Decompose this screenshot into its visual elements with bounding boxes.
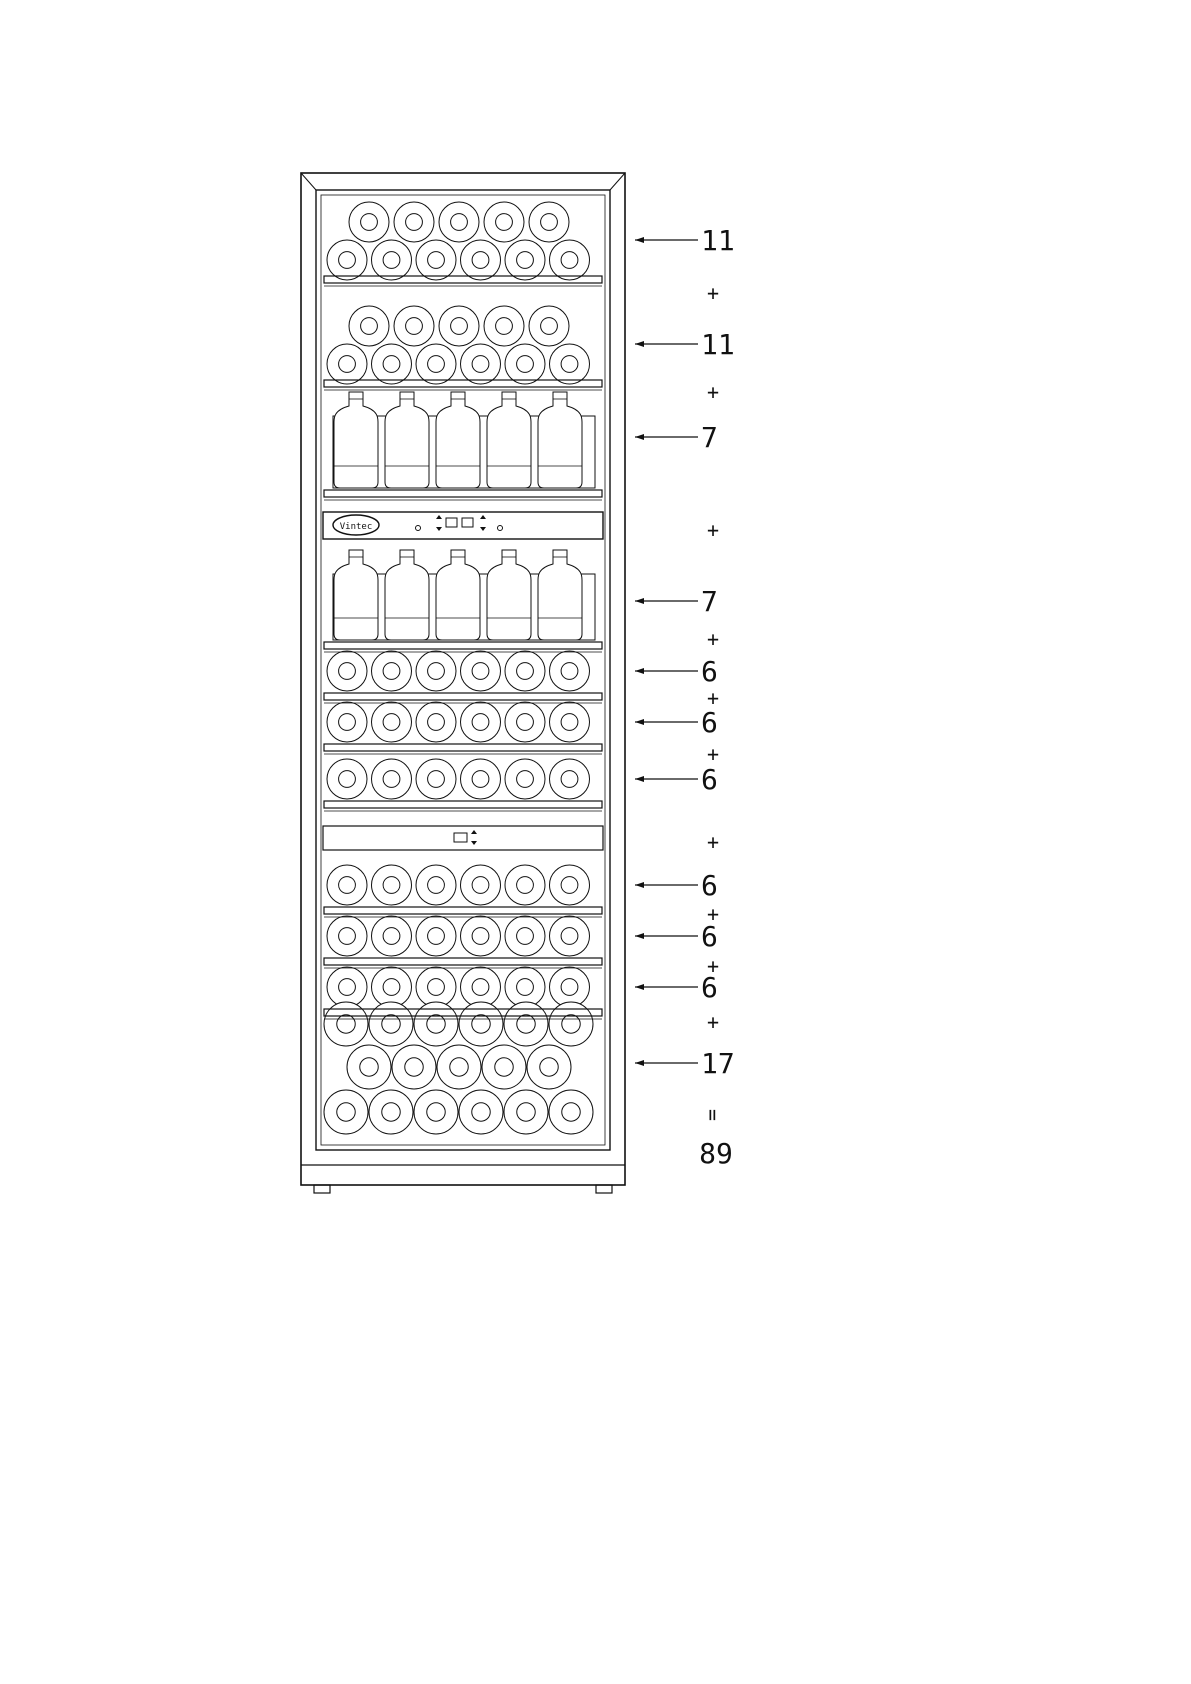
shelf-rail <box>324 801 602 808</box>
bottle-neck <box>496 214 513 231</box>
bottle-neck <box>517 928 534 945</box>
bottle-neck <box>517 877 534 894</box>
bottle-outline <box>385 392 429 488</box>
bottle-neck <box>406 214 423 231</box>
arrowhead-icon <box>635 776 644 782</box>
bottle-end <box>439 306 479 346</box>
plus-sign: + <box>706 954 720 978</box>
bottle-end <box>461 240 501 280</box>
bottle-neck <box>562 1103 580 1121</box>
lower-temp-display <box>454 833 467 842</box>
bottle-end <box>394 202 434 242</box>
bottle-neck <box>428 928 445 945</box>
plus-sign: + <box>706 1010 720 1034</box>
bottle-neck <box>406 318 423 335</box>
upright-tray <box>333 550 595 640</box>
arrowhead-icon <box>635 341 644 347</box>
bottle-neck <box>451 318 468 335</box>
shelf-count-label: 6 <box>701 763 718 796</box>
bottle-neck <box>451 214 468 231</box>
shelf-rail <box>324 490 602 497</box>
up-arrow-icon <box>480 515 486 519</box>
bottle-neck <box>472 928 489 945</box>
bottle-neck <box>383 979 400 996</box>
shelf-count-label: 6 <box>701 706 718 739</box>
down-arrow-icon <box>480 527 486 531</box>
count-callout <box>635 706 718 739</box>
bottle-outline <box>334 392 378 488</box>
bottle-neck <box>561 356 578 373</box>
bottle-neck <box>383 928 400 945</box>
shelf-rail <box>324 490 602 500</box>
bottle-neck <box>472 1103 490 1121</box>
bottle-neck <box>561 771 578 788</box>
plus-sign: + <box>706 902 720 926</box>
bottle-neck <box>561 252 578 269</box>
count-callout <box>635 869 718 902</box>
shelf-rail <box>324 907 602 917</box>
bottle-end <box>327 702 367 742</box>
bottle-end <box>505 759 545 799</box>
bottle-end <box>327 916 367 956</box>
arrowhead-icon <box>635 1060 644 1066</box>
bottle-neck <box>339 928 356 945</box>
bottle-neck <box>517 714 534 731</box>
shelf-2-double-row <box>327 306 590 384</box>
bottle-end <box>394 306 434 346</box>
temp-display-1 <box>446 518 457 527</box>
bottle-neck <box>517 356 534 373</box>
plus-sign: + <box>706 281 720 305</box>
bottle-end <box>349 306 389 346</box>
upright-bottle <box>538 550 582 640</box>
bottle-end <box>416 702 456 742</box>
bottle-end <box>416 916 456 956</box>
count-callout <box>635 1047 735 1080</box>
upright-bottle <box>538 392 582 488</box>
bottle-neck <box>339 252 356 269</box>
frame-corner-tr <box>610 173 625 190</box>
shelf-rail <box>324 642 602 649</box>
bottle-end <box>416 759 456 799</box>
shelf-rail <box>324 744 602 754</box>
bottle-end <box>549 1090 593 1134</box>
bottle-outline <box>538 392 582 488</box>
bottle-end <box>484 306 524 346</box>
count-callout <box>635 655 718 688</box>
bottle-end <box>550 240 590 280</box>
bottle-neck <box>427 1015 445 1033</box>
bottle-end <box>461 865 501 905</box>
bottle-outline <box>487 550 531 640</box>
bottle-neck <box>383 771 400 788</box>
bottle-end <box>349 202 389 242</box>
upright-bottle <box>334 550 378 640</box>
shelf-4-upright <box>333 550 595 640</box>
bottle-neck <box>496 318 513 335</box>
total-count-label: 89 <box>699 1137 733 1170</box>
bottle-end <box>324 1090 368 1134</box>
bottle-end <box>505 240 545 280</box>
bottle-neck <box>472 252 489 269</box>
bottle-outline <box>538 550 582 640</box>
bottle-neck <box>517 771 534 788</box>
bottle-outline <box>334 550 378 640</box>
shelf-rail <box>324 907 602 914</box>
capacity-annotations <box>635 224 735 1170</box>
bottle-end <box>372 967 412 1007</box>
bottle-end <box>327 759 367 799</box>
bottle-end <box>504 1090 548 1134</box>
shelf-8-single-row <box>327 865 590 905</box>
bottle-neck <box>472 663 489 680</box>
plus-sign: + <box>706 518 720 542</box>
bottle-neck <box>517 979 534 996</box>
shelf-10-single-row <box>327 967 590 1007</box>
shelf-count-label: 17 <box>701 1047 735 1080</box>
shelf-1-double-row <box>327 202 590 280</box>
shelf-count-label: 11 <box>701 328 735 361</box>
shelf-count-label: 11 <box>701 224 735 257</box>
arrowhead-icon <box>635 598 644 604</box>
bottle-end <box>484 202 524 242</box>
shelf-rail <box>324 958 602 965</box>
plus-sign: + <box>706 830 720 854</box>
shelf-5-single-row <box>327 651 590 691</box>
brand-logo-text: Vintec <box>339 522 373 532</box>
bottle-end <box>505 967 545 1007</box>
bottle-neck <box>541 214 558 231</box>
bottle-neck <box>472 714 489 731</box>
arrowhead-icon <box>635 882 644 888</box>
bottle-end <box>327 344 367 384</box>
shelf-7-single-row <box>327 759 590 799</box>
bottle-neck <box>561 979 578 996</box>
frame-corner-tl <box>301 173 316 190</box>
shelf-rail <box>324 744 602 751</box>
bottle-end <box>529 202 569 242</box>
bottle-end <box>327 865 367 905</box>
bottle-end <box>461 651 501 691</box>
bottle-neck <box>428 979 445 996</box>
bottle-end <box>461 759 501 799</box>
upright-bottle <box>436 550 480 640</box>
bottle-neck <box>472 356 489 373</box>
bottle-neck <box>472 771 489 788</box>
bottle-neck <box>427 1103 445 1121</box>
bottle-neck <box>472 877 489 894</box>
bottle-neck <box>428 356 445 373</box>
power-button-icon <box>498 526 503 531</box>
bottle-neck <box>383 663 400 680</box>
bottle-neck <box>383 877 400 894</box>
arrowhead-icon <box>635 719 644 725</box>
bottle-end <box>327 967 367 1007</box>
bottle-neck <box>337 1015 355 1033</box>
upright-bottle <box>487 392 531 488</box>
bottle-end <box>372 865 412 905</box>
bottle-end <box>392 1045 436 1089</box>
bottle-neck <box>383 252 400 269</box>
bottle-end <box>414 1090 458 1134</box>
count-callout <box>635 421 718 454</box>
bottle-end <box>550 651 590 691</box>
light-button-icon <box>416 526 421 531</box>
plus-sign: + <box>706 380 720 404</box>
shelf-3-upright <box>333 392 595 488</box>
upright-tray <box>333 392 595 488</box>
bottle-neck <box>428 877 445 894</box>
shelf-11-stacked <box>324 1002 593 1134</box>
bottle-neck <box>517 1103 535 1121</box>
temp-display-2 <box>462 518 473 527</box>
bottle-end <box>550 865 590 905</box>
bottle-neck <box>383 714 400 731</box>
bottle-end <box>461 916 501 956</box>
bottle-end <box>550 344 590 384</box>
down-arrow-icon <box>471 841 477 845</box>
bottle-neck <box>382 1015 400 1033</box>
bottle-end <box>505 916 545 956</box>
shelf-count-label: 6 <box>701 655 718 688</box>
bottle-end <box>459 1090 503 1134</box>
count-callout <box>635 920 718 953</box>
bottle-end <box>461 702 501 742</box>
arrowhead-icon <box>635 984 644 990</box>
upright-bottle <box>334 392 378 488</box>
bottle-neck <box>562 1015 580 1033</box>
count-callout <box>635 585 718 618</box>
bottle-neck <box>360 1058 378 1076</box>
bottle-neck <box>337 1103 355 1121</box>
arrowhead-icon <box>635 933 644 939</box>
bottle-end <box>372 916 412 956</box>
bottle-end <box>529 306 569 346</box>
bottle-end <box>482 1045 526 1089</box>
bottle-neck <box>361 214 378 231</box>
bottle-end <box>527 1045 571 1089</box>
bottle-outline <box>436 550 480 640</box>
shelf-6-single-row <box>327 702 590 742</box>
bottle-neck <box>383 356 400 373</box>
bottle-neck <box>472 1015 490 1033</box>
shelf-rail <box>324 693 602 700</box>
bottle-neck <box>561 877 578 894</box>
count-callout <box>635 224 735 257</box>
right-foot <box>596 1185 612 1193</box>
bottle-end <box>327 240 367 280</box>
upper-control-panel <box>323 512 603 539</box>
shelf-rail <box>324 958 602 968</box>
bottle-end <box>327 651 367 691</box>
bottle-neck <box>339 979 356 996</box>
bottle-end <box>550 967 590 1007</box>
bottle-neck <box>339 877 356 894</box>
bottle-neck <box>450 1058 468 1076</box>
bottle-end <box>372 759 412 799</box>
shelf-count-label: 7 <box>701 585 718 618</box>
bottle-end <box>369 1090 413 1134</box>
bottle-neck <box>540 1058 558 1076</box>
equals-sign: = <box>701 1108 725 1122</box>
bottle-end <box>372 702 412 742</box>
bottle-neck <box>517 1015 535 1033</box>
bottle-neck <box>382 1103 400 1121</box>
plus-sign: + <box>706 742 720 766</box>
bottle-neck <box>339 771 356 788</box>
bottle-neck <box>428 771 445 788</box>
cabinet-contents <box>323 202 603 1134</box>
bottle-end <box>437 1045 481 1089</box>
bottle-neck <box>495 1058 513 1076</box>
up-arrow-icon <box>471 830 477 834</box>
upright-bottle <box>385 550 429 640</box>
bottle-neck <box>361 318 378 335</box>
plus-sign: + <box>706 686 720 710</box>
bottle-end <box>505 865 545 905</box>
bottle-outline <box>487 392 531 488</box>
lower-zone-panel <box>323 826 603 850</box>
bottle-end <box>550 916 590 956</box>
arrowhead-icon <box>635 668 644 674</box>
bottle-neck <box>339 356 356 373</box>
bottle-end <box>416 344 456 384</box>
lower-panel-strip <box>323 826 603 850</box>
bottle-end <box>461 967 501 1007</box>
plus-sign: + <box>706 627 720 651</box>
shelf-count-label: 6 <box>701 869 718 902</box>
bottle-end <box>416 240 456 280</box>
bottle-neck <box>428 663 445 680</box>
bottle-neck <box>428 252 445 269</box>
bottle-end <box>372 240 412 280</box>
bottle-outline <box>385 550 429 640</box>
bottle-neck <box>428 714 445 731</box>
bottle-neck <box>517 663 534 680</box>
bottle-end <box>505 344 545 384</box>
bottle-end <box>416 651 456 691</box>
shelf-count-label: 7 <box>701 421 718 454</box>
bottle-neck <box>561 928 578 945</box>
bottle-end <box>505 702 545 742</box>
bottle-end <box>550 759 590 799</box>
down-arrow-icon <box>436 527 442 531</box>
shelf-9-single-row <box>327 916 590 956</box>
shelf-rail <box>324 801 602 811</box>
bottle-end <box>550 702 590 742</box>
bottle-end <box>347 1045 391 1089</box>
bottle-neck <box>339 714 356 731</box>
up-arrow-icon <box>436 515 442 519</box>
bottle-end <box>416 967 456 1007</box>
bottle-outline <box>436 392 480 488</box>
arrowhead-icon <box>635 237 644 243</box>
bottle-end <box>505 651 545 691</box>
left-foot <box>314 1185 330 1193</box>
bottle-neck <box>541 318 558 335</box>
bottle-end <box>439 202 479 242</box>
shelf-rail <box>324 693 602 703</box>
bottle-neck <box>472 979 489 996</box>
shelf-rail <box>324 642 602 652</box>
count-callout <box>635 971 718 1004</box>
upright-bottle <box>436 392 480 488</box>
bottle-neck <box>517 252 534 269</box>
bottle-end <box>372 651 412 691</box>
count-callout <box>635 763 718 796</box>
bottle-neck <box>339 663 356 680</box>
bottle-end <box>416 865 456 905</box>
shelf-count-label: 6 <box>701 971 718 1004</box>
shelf-count-label: 6 <box>701 920 718 953</box>
bottle-end <box>372 344 412 384</box>
bottle-neck <box>561 714 578 731</box>
bottle-end <box>461 344 501 384</box>
upright-bottle <box>385 392 429 488</box>
arrowhead-icon <box>635 434 644 440</box>
bottle-neck <box>561 663 578 680</box>
bottle-neck <box>405 1058 423 1076</box>
count-callout <box>635 328 735 361</box>
upright-bottle <box>487 550 531 640</box>
